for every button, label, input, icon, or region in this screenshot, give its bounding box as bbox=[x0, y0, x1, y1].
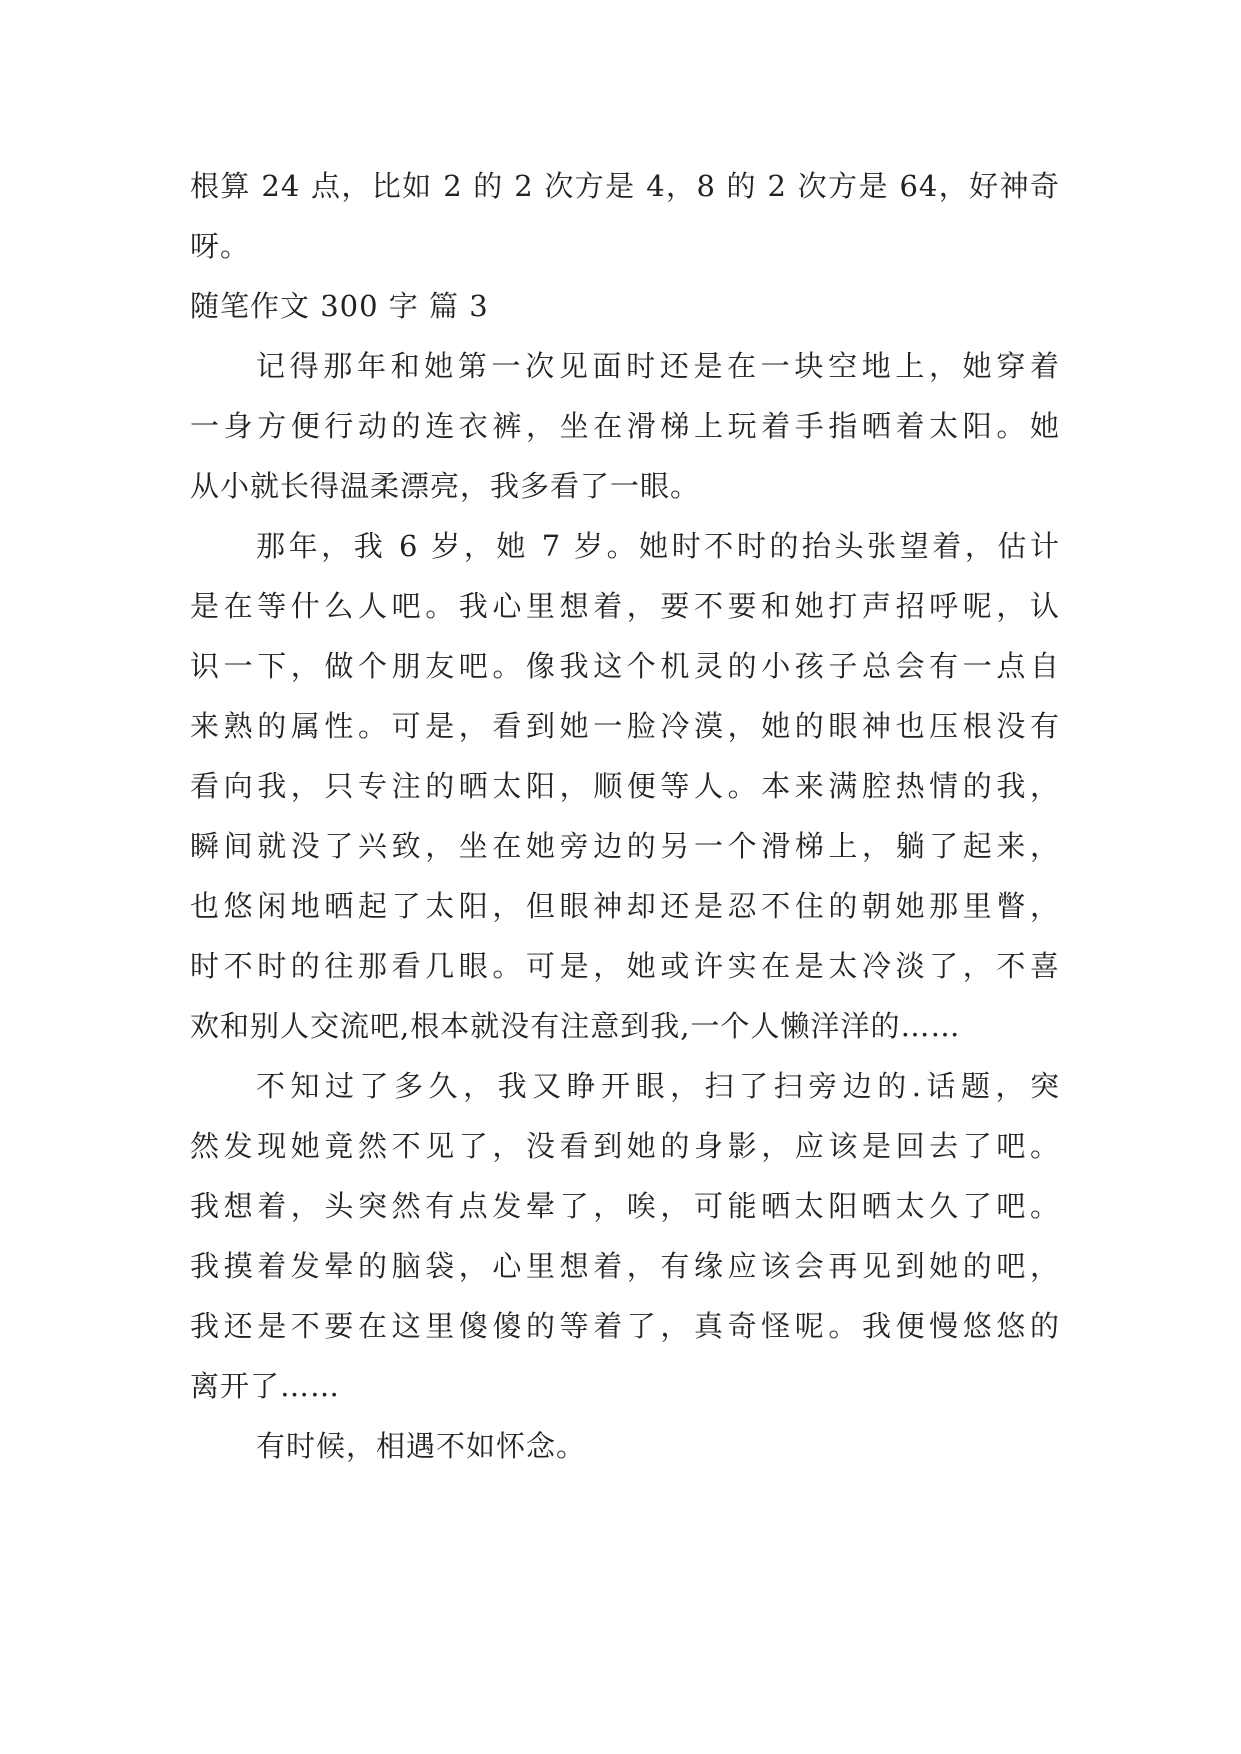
text-line: 来熟的属性。可是，看到她一脸冷漠，她的眼神也压根没有 bbox=[190, 709, 1060, 743]
text-line: 也悠闲地晒起了太阳，但眼神却还是忍不住的朝她那里瞥， bbox=[190, 889, 1060, 923]
text-line: 识一下，做个朋友吧。像我这个机灵的小孩子总会有一点自 bbox=[190, 649, 1060, 683]
text-line: 我还是不要在这里傻傻的等着了，真奇怪呢。我便慢悠悠的 bbox=[190, 1309, 1060, 1343]
text-line: 从小就长得温柔漂亮，我多看了一眼。 bbox=[190, 469, 701, 503]
text-line: 是在等什么人吧。我心里想着，要不要和她打声招呼呢，认 bbox=[190, 589, 1060, 623]
text-line: 时不时的往那看几眼。可是，她或许实在是太冷淡了，不喜 bbox=[190, 949, 1060, 983]
section-heading: 随笔作文 300 字 篇 3 bbox=[190, 289, 489, 323]
text-line: 根算 24 点，比如 2 的 2 次方是 4，8 的 2 次方是 64，好神奇 bbox=[190, 169, 1060, 203]
paragraph-first-line: 有时候，相遇不如怀念。 bbox=[256, 1429, 587, 1463]
text-line: 一身方便行动的连衣裤，坐在滑梯上玩着手指晒着太阳。她 bbox=[190, 409, 1060, 443]
text-line: 离开了…… bbox=[190, 1369, 341, 1403]
paragraph-first-line: 不知过了多久，我又睁开眼，扫了扫旁边的.话题，突 bbox=[256, 1069, 1060, 1103]
text-line: 看向我，只专注的晒太阳，顺便等人。本来满腔热情的我， bbox=[190, 769, 1060, 803]
text-line: 我想着，头突然有点发晕了，唉，可能晒太阳晒太久了吧。 bbox=[190, 1189, 1060, 1223]
text-line: 欢和别人交流吧,根本就没有注意到我,一个人懒洋洋的…… bbox=[190, 1009, 961, 1043]
text-line: 瞬间就没了兴致，坐在她旁边的另一个滑梯上，躺了起来， bbox=[190, 829, 1060, 863]
paragraph-first-line: 记得那年和她第一次见面时还是在一块空地上，她穿着 bbox=[256, 349, 1060, 383]
text-line: 呀。 bbox=[190, 229, 251, 263]
paragraph-first-line: 那年，我 6 岁，她 7 岁。她时不时的抬头张望着，估计 bbox=[256, 529, 1060, 563]
text-line: 然发现她竟然不见了，没看到她的身影，应该是回去了吧。 bbox=[190, 1129, 1060, 1163]
text-line: 我摸着发晕的脑袋，心里想着，有缘应该会再见到她的吧， bbox=[190, 1249, 1060, 1283]
